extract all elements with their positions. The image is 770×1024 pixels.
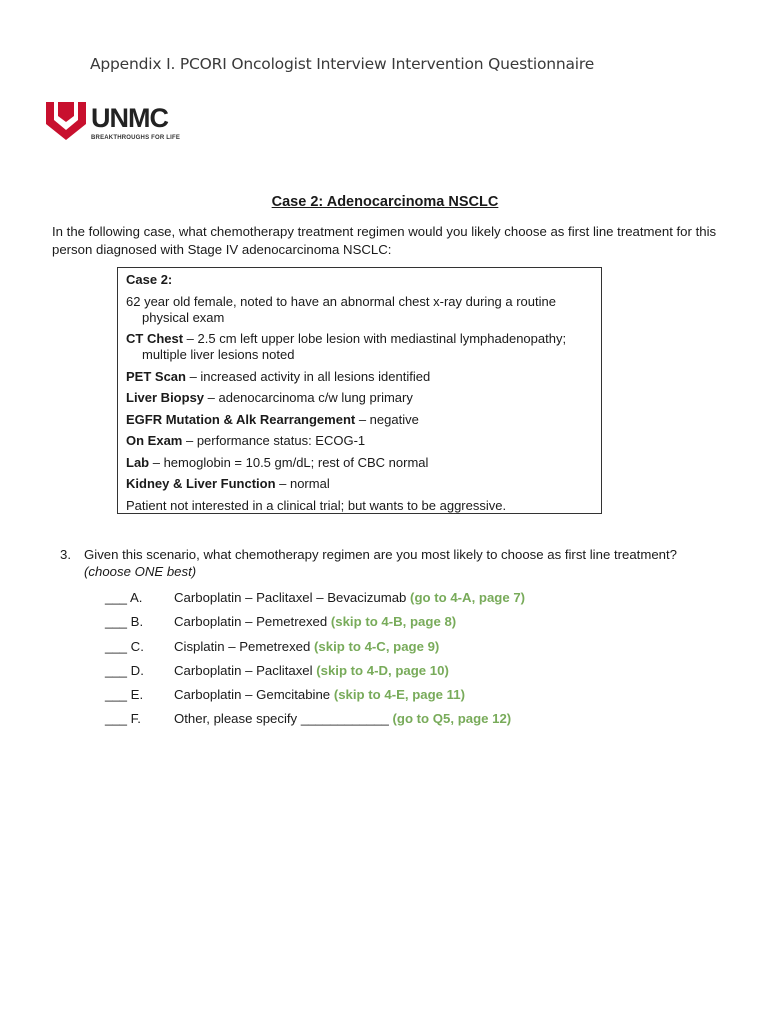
option-skip-instruction: (skip to 4-C, page 9) <box>314 638 440 654</box>
option-label: Carboplatin – Paclitaxel <box>174 662 317 678</box>
case-line: CT Chest – 2.5 cm left upper lobe lesion with mediastinal lymphadenopathy; multiple liver lesions noted <box>126 331 567 362</box>
case-box <box>117 267 602 514</box>
option-skip-instruction: (go to 4-A, page 7) <box>410 590 526 605</box>
logo-wordmark: UNMC <box>91 103 168 133</box>
option-skip-instruction: (skip to 4-B, page 8) <box>330 614 457 630</box>
answer-options <box>105 589 705 735</box>
unmc-logo <box>46 100 186 146</box>
option-f[interactable] <box>105 710 705 734</box>
option-label: Carboplatin – Pemetrexed <box>174 614 331 630</box>
option-b[interactable] <box>105 613 705 637</box>
option-blank[interactable]: ___ A. <box>105 590 143 605</box>
question-instruction: (choose ONE best) <box>84 564 197 579</box>
case-line: Kidney & Liver Function – normal <box>126 476 330 491</box>
case-heading: Case 2: Adenocarcinoma NSCLC <box>271 194 499 210</box>
case-box-title: Case 2: <box>126 272 173 287</box>
option-blank[interactable]: ___ F. <box>105 711 141 727</box>
appendix-title: Appendix I. PCORI Oncologist Interview Intervention Questionnaire <box>90 55 595 73</box>
case-line: 62 year old female, noted to have an abnormal chest x-ray during a routine physical exam <box>126 293 556 325</box>
option-skip-instruction: (skip to 4-D, page 10) <box>316 662 449 678</box>
option-e[interactable] <box>105 686 705 710</box>
option-label: Carboplatin – Gemcitabine <box>174 687 334 703</box>
unmc-shield-icon <box>46 100 86 140</box>
case-line: On Exam – performance status: ECOG-1 <box>126 433 366 448</box>
case-line: Patient not interested in a clinical trial; but wants to be aggressive. <box>126 497 507 513</box>
option-skip-instruction: (skip to 4-E, page 11) <box>333 687 465 703</box>
option-label: Cisplatin – Pemetrexed <box>174 638 315 654</box>
case-line: Lab – hemoglobin = 10.5 gm/dL; rest of CBC normal <box>126 454 429 470</box>
option-label: Carboplatin – Paclitaxel – Bevacizumab <box>174 590 411 605</box>
case-line: EGFR Mutation & Alk Rearrangement – negative <box>126 411 419 427</box>
case-line: Liver Biopsy – adenocarcinoma c/w lung primary <box>126 390 413 405</box>
option-d[interactable] <box>105 662 705 686</box>
option-blank[interactable]: ___ B. <box>105 614 144 630</box>
option-blank[interactable]: ___ C. <box>105 638 144 654</box>
option-blank[interactable]: ___ D. <box>105 662 144 678</box>
question-3 <box>60 546 740 580</box>
question-number: 3. <box>60 547 71 562</box>
question-text: Given this scenario, what chemotherapy regimen are you most likely to choose as first line treatment? <box>84 547 677 562</box>
option-skip-instruction: (go to Q5, page 12) <box>392 711 512 727</box>
option-a[interactable] <box>105 589 705 613</box>
case-line: PET Scan – increased activity in all lesions identified <box>126 368 431 384</box>
intro-paragraph: In the following case, what chemotherapy treatment regimen would you likely choose as first line treatment for this person diagnosed with Stage IV adenocarcinoma NSCLC: <box>52 224 717 257</box>
option-blank[interactable]: ___ E. <box>105 687 144 703</box>
option-c[interactable] <box>105 638 705 662</box>
logo-tagline: BREAKTHROUGHS FOR LIFE <box>91 135 181 141</box>
option-label: Other, please specify ____________ <box>174 711 393 727</box>
